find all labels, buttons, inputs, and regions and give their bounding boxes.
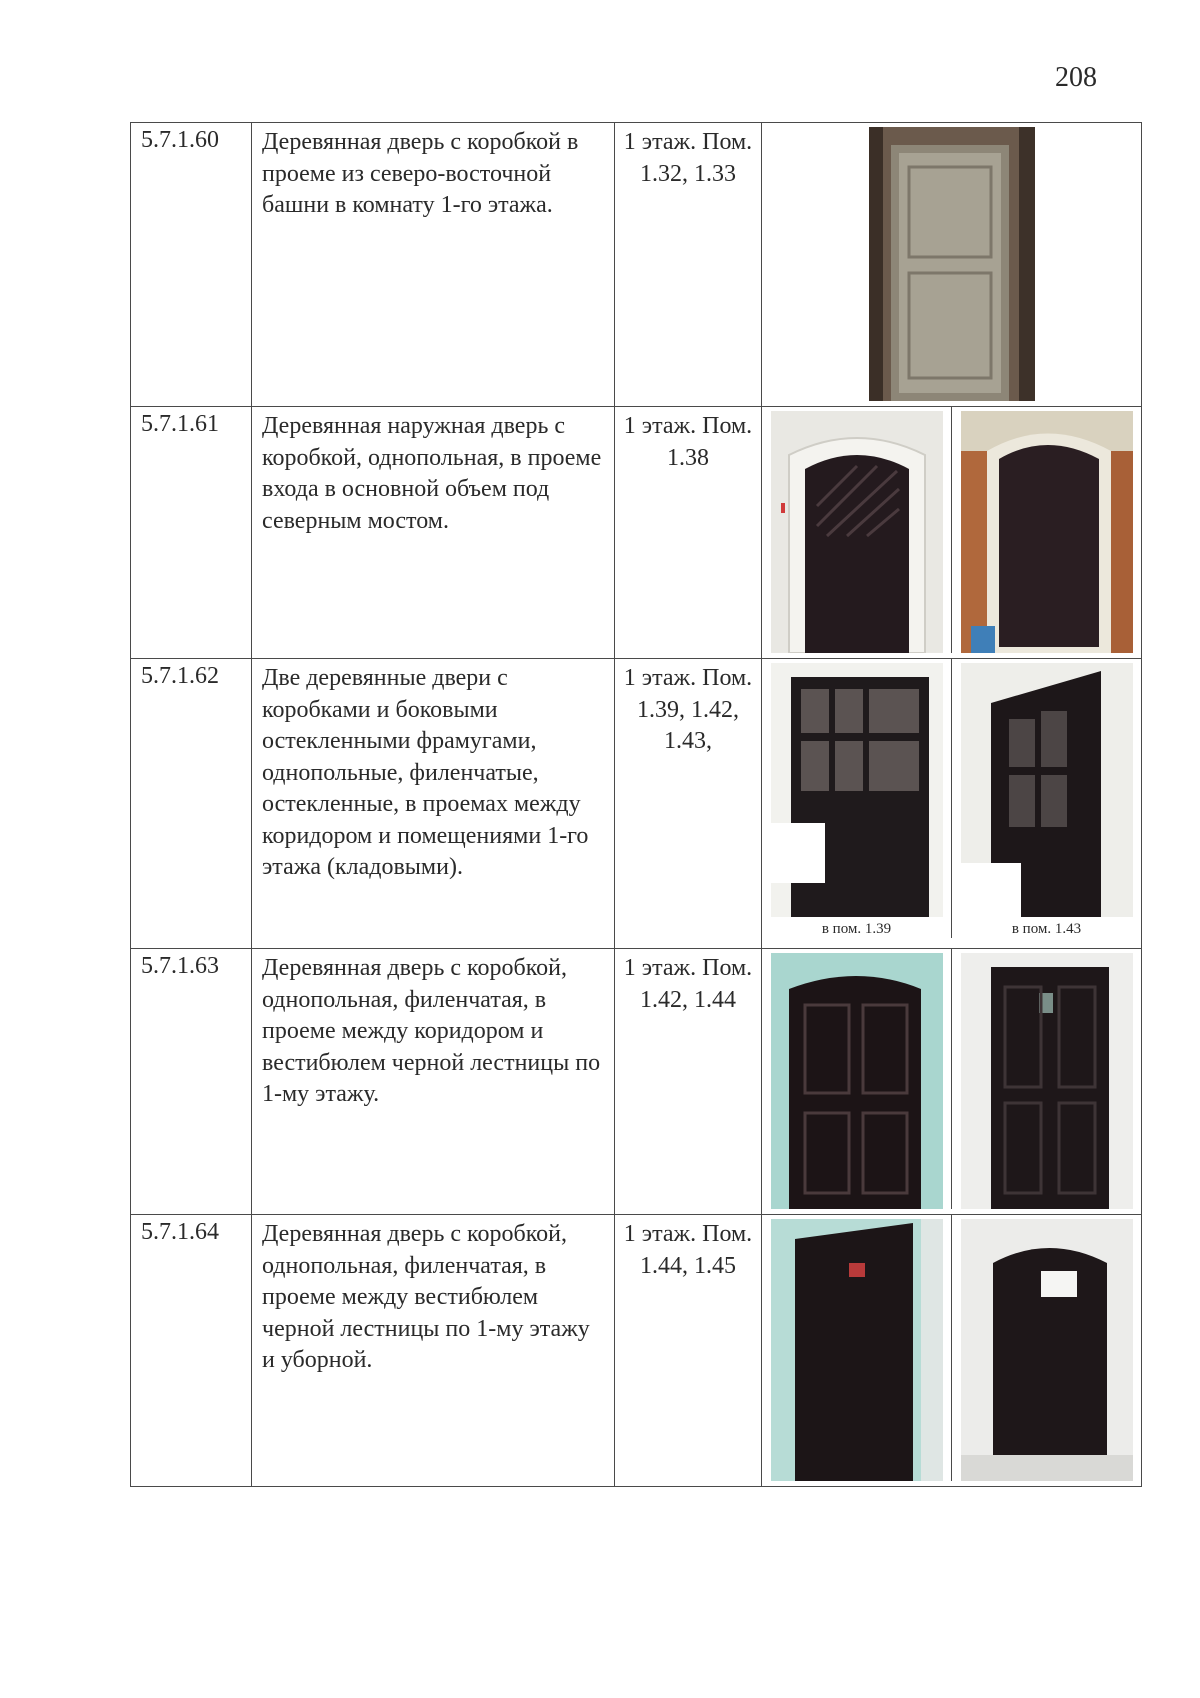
door-photo <box>961 953 1133 1209</box>
door-photo <box>961 663 1133 917</box>
item-number: 5.7.1.63 <box>131 949 252 1215</box>
photo-caption: в пом. 1.39 <box>821 921 892 937</box>
item-description: Деревянная дверь с коробкой, однопольная, филенчатая, в проеме между коридором и вестибюлем черной лестницы по 1-му этажу. <box>252 949 615 1215</box>
photo-cell <box>762 1215 1142 1487</box>
door-inventory-table <box>130 122 1142 1487</box>
item-location: 1 этаж. Пом. 1.39, 1.42, 1.43, <box>615 659 762 949</box>
item-number: 5.7.1.61 <box>131 407 252 659</box>
table-row <box>131 407 1142 659</box>
door-photo <box>961 411 1133 653</box>
table-row <box>131 123 1142 407</box>
item-number: 5.7.1.62 <box>131 659 252 949</box>
item-number: 5.7.1.60 <box>131 123 252 407</box>
item-description: Деревянная дверь с коробкой, однопольная, филенчатая, в проеме между вестибюлем черной лестницы по 1-му этажу и уборной. <box>252 1215 615 1487</box>
item-location: 1 этаж. Пом. 1.32, 1.33 <box>615 123 762 407</box>
door-photo <box>771 1219 943 1481</box>
item-number: 5.7.1.64 <box>131 1215 252 1487</box>
item-location: 1 этаж. Пом. 1.44, 1.45 <box>615 1215 762 1487</box>
door-photo <box>771 663 943 917</box>
photo-caption: в пом. 1.43 <box>1011 921 1082 937</box>
photo-cell <box>762 659 1142 949</box>
item-description: Деревянная дверь с коробкой в проеме из северо-восточной башни в комнату 1-го этажа. <box>252 123 615 407</box>
table-row <box>131 1215 1142 1487</box>
table-row <box>131 949 1142 1215</box>
door-photo <box>771 411 943 653</box>
item-description: Деревянная наружная дверь с коробкой, однопольная, в проеме входа в основной объем под северным мостом. <box>252 407 615 659</box>
item-location: 1 этаж. Пом. 1.42, 1.44 <box>615 949 762 1215</box>
item-description: Две деревянные двери с коробками и боковыми остекленными фрамугами, однопольные, филенчатые, остекленные, в проемах между коридором и помещениями 1-го этажа (кладовыми). <box>252 659 615 949</box>
item-location: 1 этаж. Пом. 1.38 <box>615 407 762 659</box>
door-photo <box>771 953 943 1209</box>
photo-cell <box>762 123 1142 407</box>
door-photo <box>961 1219 1133 1481</box>
photo-cell <box>762 407 1142 659</box>
photo-cell <box>762 949 1142 1215</box>
page-number: 208 <box>1055 62 1097 93</box>
table-row <box>131 659 1142 949</box>
door-photo <box>869 127 1035 401</box>
